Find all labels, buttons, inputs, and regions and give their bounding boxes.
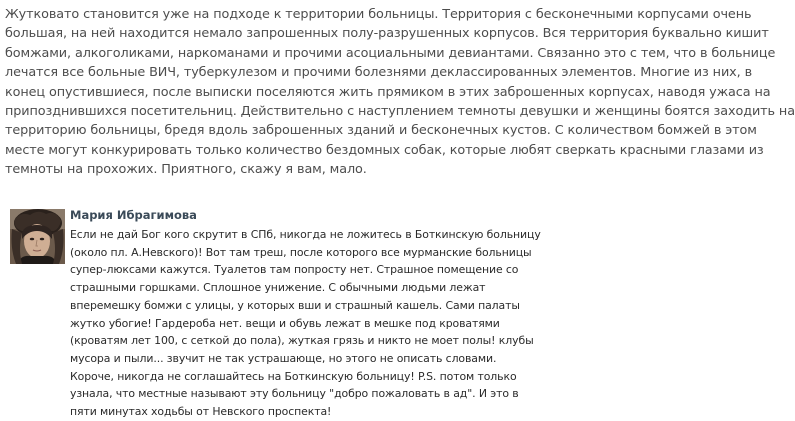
article-line: территорию больницы, бредя вдоль заброшенных зданий и бесконечных кустов. С количеством бомжей в этом [5,123,757,139]
comment-line: вперемешку бомжи с улицы, у которых вши и страшный кашель. Сами палаты [70,298,520,312]
article-text [5,5,795,180]
comment-line: узнала, что местные называют эту больницу "добро пожаловать в ад". И это в [70,387,519,401]
comment-author[interactable]: Мария Ибрагимова [70,208,197,222]
article-line: конец опустившиеся, после выписки поселяются жить прямиком в этих заброшенных корпусах, наводя ужаса на [5,84,771,100]
comment-line: супер-люксами кажутся. Туалетов там попросту нет. Страшное помещение со [70,263,519,277]
comment-line: страшными горшками. Сплошное унижение. С обычными людьми лежат [70,281,486,295]
user-photo-avatar[interactable] [10,209,65,264]
comment-body [70,226,700,421]
comment [8,205,708,419]
comment-line: жутко убогие! Гардероба нет. вещи и обувь лежат в мешке под кроватями [70,316,500,330]
article-line: темноты на прохожих. Приятного, скажу я вам, мало. [5,162,367,178]
comment-line: Короче, никогда не соглашайтесь на Боткинскую больницу! P.S. потом только [70,369,517,383]
avatar-image [10,209,65,264]
comment-line: мусора и пыли... звучит не так устрашающе, но этого не описать словами. [70,351,497,365]
article-line: припозднившихся посетительниц. Действительно с наступлением темноты девушки и женщины боятся заходить на [5,104,795,120]
article-line: лечатся все больные ВИЧ, туберкулезом и прочими болезнями деклассированных элементов. Многие из них, в [5,65,753,81]
comment-line: (кроватям лет 100, с сеткой до пола), жуткая грязь и никто не моет полы! клубы [70,334,534,348]
article-line: бомжами, алкоголиками, наркоманами и прочими асоциальными девиантами. Связанно это с тем, что в больнице [5,45,776,61]
comment-line: (около пл. А.Невского)! Вот там треш, после которого все мурманские больницы [70,245,532,259]
article-line: Жутковато становится уже на подходе к территории больницы. Территория с бесконечными корпусами очень [5,7,752,22]
article-line: большая, на ней находится немало запрошенных полу-разрушенных корпусов. Вся территория буквально кишит [5,26,769,42]
article-line: месте могут конкурировать только количество бездомных собак, которые любят сверкать красными глазами из [5,142,764,158]
comment-line: пяти минутах ходьбы от Невского проспекта! [70,405,332,419]
comment-line: Если не дай Бог кого скрутит в СПб, никогда не ложитесь в Боткинскую больницу [70,228,541,241]
